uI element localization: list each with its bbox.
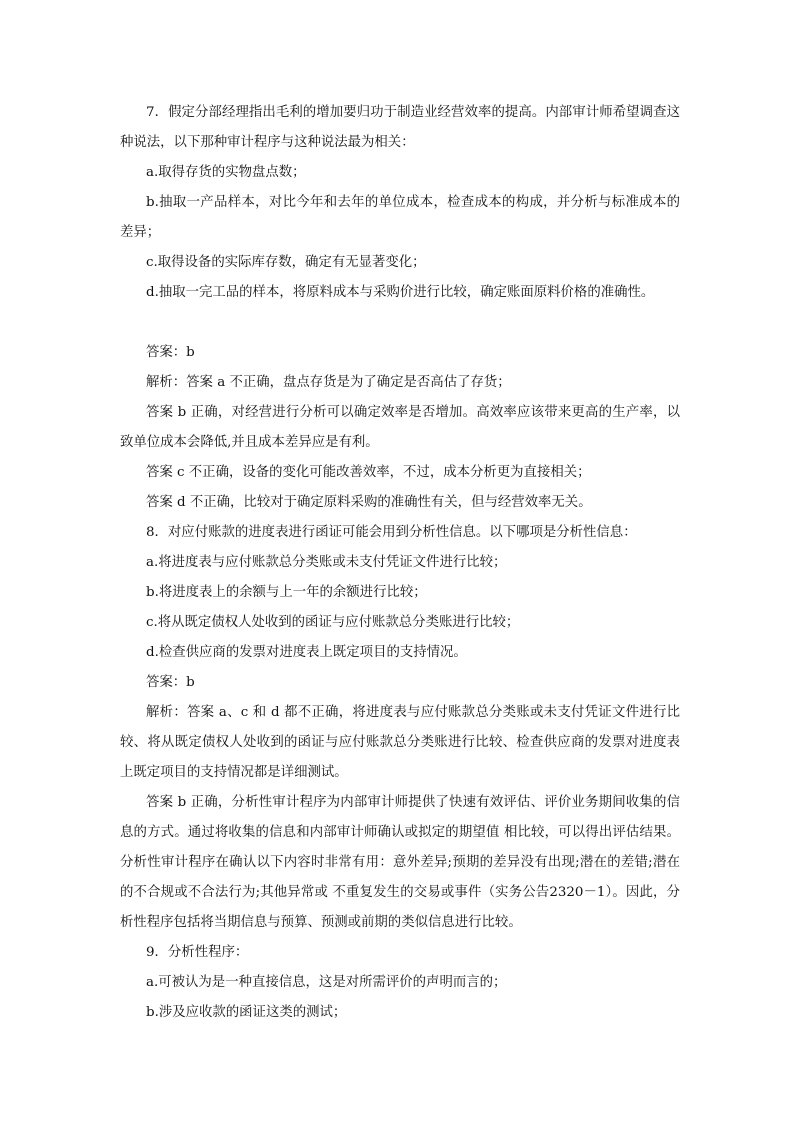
- question-8-option-d: d.检查供应商的发票对进度表上既定项目的支持情况。: [146, 645, 467, 660]
- question-7-option-b: b.抽取一产品样本，对比今年和去年的单位成本，检查成本的构成，并分析与标准成本的差异；: [120, 195, 680, 240]
- question-7-option-c: c.取得设备的实际库存数，确定有无显著变化；: [146, 255, 426, 270]
- question-7-answer: 答案：b: [146, 345, 195, 360]
- question-9-stem: 9．分析性程序：: [146, 945, 249, 960]
- document-page: [120, 98, 680, 1028]
- question-9-option-a: a.可被认为是一种直接信息，这是对所需评价的声明而言的；: [146, 975, 507, 990]
- question-7-explanation-a: 解析：答案 a 不正确，盘点存货是为了确定是否高估了存货；: [146, 375, 511, 390]
- question-8-stem: 8．对应付账款的进度表进行函证可能会用到分析性信息。以下哪项是分析性信息：: [146, 525, 637, 540]
- question-8-option-b: b.将进度表上的余额与上一年的余额进行比较；: [146, 585, 427, 600]
- question-7-explanation-c: 答案 c 不正确，设备的变化可能改善效率，不过，成本分析更为直接相关；: [146, 465, 591, 480]
- question-8-answer: 答案：b: [146, 675, 195, 690]
- question-7-stem: 7．假定分部经理指出毛利的增加要归功于制造业经营效率的提高。内部审计师希望调查这种说法，以下那种审计程序与这种说法最为相关：: [120, 105, 680, 150]
- paragraph-spacer: [120, 308, 680, 338]
- question-7-explanation-d: 答案 d 不正确，比较对于确定原料采购的准确性有关，但与经营效率无关。: [146, 495, 592, 510]
- question-8-option-c: c.将从既定债权人处收到的函证与应付账款总分类账进行比较；: [146, 615, 520, 630]
- question-8-explanation-b: 答案 b 正确，分析性审计程序为内部审计师提供了快速有效评估、评价业务期间收集的信息的方式。通过将收集的信息和内部审计师确认或拟定的期望值 相比较，可以得出评估结果。分析性审计程序在确认以下内容时非常有用：意外差异;预期的差异没有出现;潜在的差错;潜在的不合规或不合法行为;其他异常或 不重复发生的交易或事件（实务公告2320－1）。因此，分析性程序包括将当期信息与预算、预测或前期的类似信息进行比较。: [120, 795, 680, 930]
- question-7-option-d: d.抽取一完工品的样本，将原料成本与采购价进行比较，确定账面原料价格的准确性。: [146, 285, 655, 300]
- question-8-explanation-acd: 解析：答案 a、c 和 d 都不正确，将进度表与应付账款总分类账或未支付凭证文件进行比较、将从既定债权人处收到的函证与应付账款总分类账进行比较、检查供应商的发票对进度表上既定项目的支持情况都是详细测试。: [120, 705, 680, 780]
- question-7-explanation-b: 答案 b 正确，对经营进行分析可以确定效率是否增加。高效率应该带来更高的生产率，以致单位成本会降低,并且成本差异应是有利。: [120, 405, 680, 450]
- question-9-option-b: b.涉及应收款的函证这类的测试；: [146, 1005, 347, 1020]
- question-7-option-a: a.取得存货的实物盘点数；: [146, 165, 306, 180]
- question-8-option-a: a.将进度表与应付账款总分类账或未支付凭证文件进行比较；: [146, 555, 507, 570]
